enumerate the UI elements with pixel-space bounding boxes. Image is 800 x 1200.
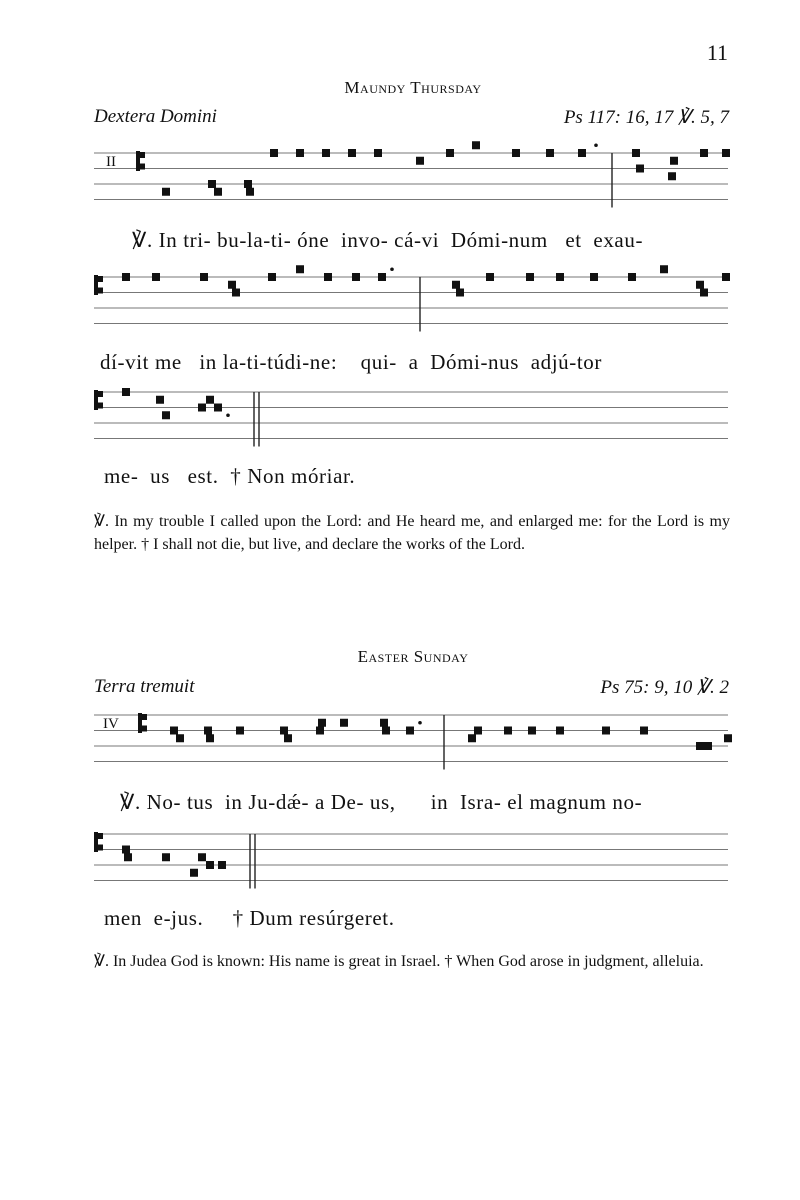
neume bbox=[206, 861, 214, 869]
neume bbox=[162, 188, 170, 196]
neume bbox=[578, 149, 586, 157]
neume bbox=[472, 141, 480, 149]
neume bbox=[640, 727, 648, 735]
chant-incipit: Dextera Domini bbox=[94, 106, 217, 127]
lyric-line: ℣. In tri- bu-la-ti- óne invo- cá-vi Dómi-num et exau- bbox=[132, 228, 644, 252]
neume bbox=[660, 265, 668, 273]
neume bbox=[380, 719, 388, 727]
neume bbox=[602, 727, 610, 735]
neume bbox=[122, 273, 130, 281]
neume bbox=[700, 149, 708, 157]
clef-head-upper bbox=[96, 833, 103, 839]
neume bbox=[200, 273, 208, 281]
neume bbox=[170, 727, 178, 735]
clef-head-upper bbox=[140, 714, 147, 720]
neume bbox=[452, 281, 460, 289]
neume bbox=[474, 727, 482, 735]
neume bbox=[122, 388, 130, 396]
neume bbox=[556, 273, 564, 281]
neume bbox=[486, 273, 494, 281]
neume bbox=[206, 734, 214, 742]
neume bbox=[468, 734, 476, 742]
mora-dot bbox=[594, 143, 598, 147]
clef-head-upper bbox=[138, 152, 145, 158]
neume bbox=[348, 149, 356, 157]
music-staff bbox=[0, 145, 800, 215]
translation: ℣. In Judea God is known: His name is great in Israel. † When God arose in judgment, alleluia. bbox=[94, 953, 704, 970]
neume bbox=[198, 404, 206, 412]
clef-head-lower bbox=[140, 726, 147, 732]
psalm-reference: Ps 75: 9, 10 ℣. 2 bbox=[600, 677, 729, 698]
neume bbox=[270, 149, 278, 157]
neume bbox=[724, 734, 732, 742]
mora-dot bbox=[390, 267, 394, 271]
neume bbox=[246, 188, 254, 196]
neume bbox=[156, 396, 164, 404]
lyric-line: me- us est. † Non móriar. bbox=[104, 464, 356, 488]
neume bbox=[322, 149, 330, 157]
neume bbox=[406, 727, 414, 735]
neume bbox=[352, 273, 360, 281]
neume bbox=[700, 289, 708, 297]
neume bbox=[628, 273, 636, 281]
music-staff bbox=[0, 269, 800, 339]
neume bbox=[218, 861, 226, 869]
music-staff bbox=[0, 826, 800, 896]
neume bbox=[668, 172, 676, 180]
neume bbox=[632, 149, 640, 157]
lyric-line: men e-jus. † Dum resúrgeret. bbox=[104, 906, 395, 930]
neume bbox=[696, 742, 704, 750]
neume bbox=[284, 734, 292, 742]
clef-head-lower bbox=[96, 288, 103, 294]
clef-head-upper bbox=[96, 276, 103, 282]
neume bbox=[556, 727, 564, 735]
lyric-line: dí-vit me in la-ti-túdi-ne: qui- a Dómi-nus adjú-tor bbox=[100, 350, 602, 374]
mora-dot bbox=[418, 721, 422, 725]
neume bbox=[446, 149, 454, 157]
neume bbox=[122, 846, 130, 854]
neume bbox=[162, 411, 170, 419]
neume bbox=[244, 180, 252, 188]
neume bbox=[296, 265, 304, 273]
music-staff bbox=[0, 707, 800, 777]
neume bbox=[324, 273, 332, 281]
neume bbox=[198, 853, 206, 861]
neume bbox=[214, 404, 222, 412]
neume bbox=[318, 719, 326, 727]
music-staff bbox=[0, 384, 800, 454]
neume bbox=[162, 853, 170, 861]
neume bbox=[152, 273, 160, 281]
neume bbox=[382, 727, 390, 735]
neume bbox=[722, 149, 730, 157]
clef-head-lower bbox=[96, 403, 103, 409]
translation: ℣. In my trouble I called upon the Lord: and He heard me, and enlarged me: for the Lord is my helper. † I shall not die, but live, and declare the works of the Lord. bbox=[94, 513, 730, 553]
neume bbox=[696, 281, 704, 289]
neume bbox=[214, 188, 222, 196]
neume bbox=[416, 157, 424, 165]
neume bbox=[190, 869, 198, 877]
neume bbox=[636, 165, 644, 173]
clef-head-lower bbox=[138, 164, 145, 170]
mode-number: II bbox=[106, 154, 116, 170]
neume bbox=[340, 719, 348, 727]
neume bbox=[704, 742, 712, 750]
neume bbox=[528, 727, 536, 735]
neume bbox=[546, 149, 554, 157]
mora-dot bbox=[226, 413, 230, 417]
neume bbox=[504, 727, 512, 735]
neume bbox=[512, 149, 520, 157]
neume bbox=[280, 727, 288, 735]
neume bbox=[526, 273, 534, 281]
piece-title: Maundy Thursday bbox=[344, 78, 482, 97]
neume bbox=[722, 273, 730, 281]
neume bbox=[456, 289, 464, 297]
clef-head-lower bbox=[96, 845, 103, 851]
neume bbox=[268, 273, 276, 281]
neume bbox=[208, 180, 216, 188]
neume bbox=[228, 281, 236, 289]
psalm-reference: Ps 117: 16, 17 ℣. 5, 7 bbox=[563, 107, 729, 128]
neume bbox=[296, 149, 304, 157]
neume bbox=[236, 727, 244, 735]
mode-number: IV bbox=[103, 716, 119, 732]
neume bbox=[378, 273, 386, 281]
neume bbox=[590, 273, 598, 281]
neume bbox=[670, 157, 678, 165]
neume bbox=[374, 149, 382, 157]
piece-title: Easter Sunday bbox=[357, 647, 469, 666]
chant-incipit: Terra tremuit bbox=[94, 676, 195, 697]
neume bbox=[206, 396, 214, 404]
clef-head-upper bbox=[96, 391, 103, 397]
page-number: 11 bbox=[706, 40, 728, 65]
neume bbox=[232, 289, 240, 297]
lyric-line: ℣. No- tus in Ju-dǽ- a De- us, in Isra- el magnum no- bbox=[120, 790, 643, 814]
neume bbox=[204, 727, 212, 735]
neume bbox=[124, 853, 132, 861]
neume bbox=[176, 734, 184, 742]
neume bbox=[316, 727, 324, 735]
